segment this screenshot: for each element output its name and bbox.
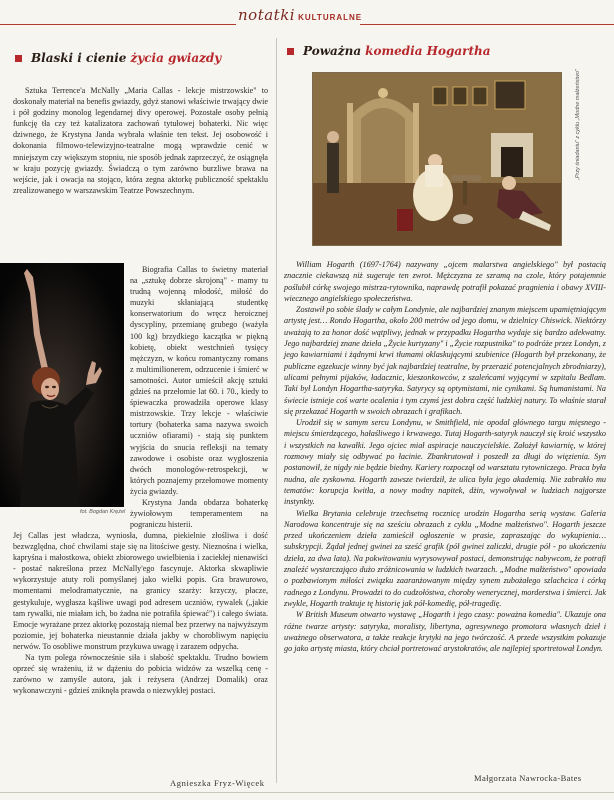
callas-performer-image [0,263,124,507]
headline-bullet-icon [15,55,22,62]
callas-photo-caption: fot. Bogdan Krężel [80,509,126,515]
left-paragraph: Biografia Callas to świetny materiał na „sztukę dobrze skrojoną" - mamy tu trudną wojenną młodość, miłość do muzyki skłaniającą studentkę konserwatorium do wręcz heroicznej dyscypliny, przemianę grubego (ważyła 100 kg) brzydkiego kaczątka w piękną kobietę, obiekt westchnień tysięcy mężczyzn, w końcu romantyczny romans z multimilionerem, odrzucenie i śmierć w samotności. Autor umieścił akcję sztuki gdzieś na przełomie lat 60. i 70., kiedy to śpiewaczka prowadziła operowe klasy mistrzowskie. Trzy lekcje - właściwie tortury (bohaterka sama nazywa swoich uczniów ofiarami) - stają się punktem wyjścia do snucia refleksji na tematy zawodowe i osobiste oraz wygłoszenia dwóch monologów-retrospekcji, w których poznajemy przełomowe momenty życia gwiazdy. [130,265,268,496]
headline-bullet-icon [287,48,294,55]
left-article-author: Agnieszka Fryz-Więcek [170,778,265,788]
left-article-headline [15,51,221,65]
left-article-intro [13,85,268,196]
left-headline-text: Blaski i cienie [31,51,127,65]
left-article-bottom [13,530,268,696]
right-paragraph: Wielka Brytania celebruje trzechsetną rocznicę urodzin Hogartha serią wystaw. Galeria Narodowa koncentruje się na sześciu obrazach z cyklu „Modne małżeństwo". Hogarth jeszcze przed ukończeniem dzieła zamieścił ogłoszenie w prasie, zapraszając do wykupienia… subskrypcji. Żądał jednej gwinei za sześć grafik (pół gwinei zaliczki, drugie pół - po ukończeniu dzieła, za dwa lata). Na pokwitowaniu wyrysowywał postaci, demonstrując nabywcom, że potrafi znaleźć wystarczająco dużo zróżnicowania w ludzkich twarzach. „Modne małżeństwo" opowiada o pozbawionym miłości związku zaaranżowanym między synem zubożałego szlachcica i córką radnego z Londynu. Prowadzi to do cudzołóstwa, choroby wenerycznej, morderstwa i śmierci. Jak zwykle, Hogarth traktuje tę historię jak pół-komedię, pół-tragedię. [284,508,606,608]
page-bottom-rule [0,792,614,793]
right-paragraph: Urodził się w samym sercu Londynu, w Smithfield, nie opodal głównego targu mięsnego - miejscu śmierdzącego, hałaśliwego i krwawego. Tutaj Hogarth-satyryk nauczył się kroić wszystko i wszystkich na kawałki. Jego ojciec miał aspiracje nauczycielskie. Założył kawiarnię, w której rozmowy miały się odbywać po łacinie. Zbankrutował i poszedł za długi do więzienia. Syn postanowił, że nigdy nie będzie biedny. Kariery rozpoczął od warsztatu rytowniczego. Praca była nudna, ale zyskowna. Hogarth zawsze twierdził, że ulica była jego akademią. Nie zabrakło mu tematów: korupcja kwitła, a nowy modny napitek, dżin, wywoływał w ludziach najgorsze instynkty. [284,418,606,507]
right-paragraph: William Hogarth (1697-1764) nazywany „ojcem malarstwa angielskiego" był postacią znacznie ciekawszą niż sugeruje ten zwrot. Mężczyzna ze szramą na czole, który potajemnie poślubił córkę swojego mistrza-rytownika, naprawdę potrafił pokazać pragnienia i obawy XVIII-wiecznego angielskiego społeczeństwa. [284,260,606,303]
left-paragraph: Krystyna Janda obdarza bohaterkę żywiołowym temperamentem na pograniczu histerii. [130,497,268,530]
right-article-body [284,259,606,654]
header-rule-right [360,24,614,25]
section-title-label: KULTURALNE [298,13,363,22]
hogarth-painting-caption: „Przy śniadaniu" z cyklu „Modne małżeństwo" [575,69,581,180]
right-article-author: Małgorzata Nawrocka-Bates [474,773,582,783]
right-paragraph: Zostawił po sobie ślady w całym Londynie, ale najbardziej znanym miejscem upamiętniającym artystę jest… Rondo Hogartha, około 200 metrów od jego domu, w dzielnicy Chiswick. Niektórzy uważają to za honor dość wątpliwy, jednak w przypadku Hogartha wydaje się bardzo adekwatny. Jego najbardziej znane dzieła „Życie kurtyzany" i „Życie rozpustnika" to podróże przez Londyn, z jego kawiarniami i żądnymi krwi tłumami oklaskującymi szubienice (Hogarth był przekonany, że publiczne egzekucje winny być jak najbardziej teatralne, by przerazić potencjalnych zbrodniarzy), ulicami pełnymi pijaków, ładacznic, kieszonkowców, z szaleńcami wyjącymi w szpitalu Bedlam. Taki był Londyn Hogartha-satyryka. Satyrycy są optymistami, nie cynikami. Są humanistami. Na świecie istnieje coś warte ocalenia i tym czymś jest dobra część ludzkiej natury. To właśnie starał się przekazać Hogarth w swoich obrazach i grafikach. [284,305,606,416]
right-headline-accent: komedia Hogartha [365,44,491,58]
left-article-mid [130,264,268,530]
header-rule-left [0,24,236,25]
left-paragraph: Jej Callas jest władcza, wyniosła, dumna, piekielnie złośliwa i dość bezwzględna, choć chwilami staje się na litościwe gesty. Nieznośna i wielka, kapryśna i małostkowa, obiekt zbiorowego uwielbienia i zaciekłej nienawiści - postać nakreślona przez McNally'ego fascynuje. Aktorka skwapliwie wykorzystuje atuty roli pomyślanej jako wielki popis. Gra brawurowo, momentami melodramatycznie, na granicy szarży: krzyczy, płacze, gestykuluje, wygłasza kąśliwe uwagi pod adresem uczniów, rywalek („jakie tam rywalki, nie miałam ich, bo żadna nie potrafiła śpiewać") i całego świata. Emocje wyrażane przez aktorkę pozostają niemal bez przerwy na najwyższym poziomie, jej bohaterka nieustannie działa jakby w chorobliwym napięciu nerwów. To osobliwe monstrum przykuwa uwagę i zarazem odpycha. [13,531,268,651]
right-article-headline [287,44,491,58]
hogarth-breakfast-scene-image [313,73,561,245]
section-title-script: notatki [238,6,296,24]
left-paragraph: Na tym polega równocześnie siła i słabość spektaklu. Trudno bowiem oprzeć się wrażeniu, iż w dążeniu do pobicia widzów za wszelką cenę - zarówno w zamyśle autora, jak i reżysera (Andrzej Domalik) oraz wykonawczyni - gdzieś zniknęła prawda o niezwykłej postaci. [13,653,268,696]
callas-photo [0,263,124,507]
right-paragraph: W British Museum otwarto wystawę „Hogarth i jego czasy: poważna komedia". Ukazuje ona różne twarze artysty: satyryka, moralisty, libertyna, agresywnego promotora własnych dzieł i uważnego obserwatora, a także reakcje krytyki na jego twórczość. A przede wszystkim pokazuje go jako artystę miasta, który chciał portretować arystokratów, ale najlepiej sportretował Londyn. [284,610,606,654]
left-paragraph: Sztuka Terrence'a McNally „Maria Callas - lekcje mistrzowskie" to doskonały materiał na benefis gwiazdy, gdyż stanowi właściwie trwający dwie i pół godziny monolog legendarnej divy operowej. Pozostałe osoby pełnią funkcję tła czy też katalizatora zachowań tytułowej bohaterki. Nic więc dziwnego, że Krystyna Janda wybrała właśnie ten tekst. Jej osobowość i dokonania filmowo-telewizyjno-teatralne mogą wprawdzie cenić w mniejszym czy większym stopniu, nie sposób jednak zaprzeczyć, że osiągnęła w kraju pozycję gwiazdy. Świadczą o tym zarówno burzliwe brawa na wejście, jak i owacja na stojąco, która zegna aktorkę publiczność spektaklu zrealizowanego w warszawskim Teatrze Powszechnym. [13,86,268,195]
left-headline-accent: życia gwiazdy [130,51,222,65]
hogarth-painting [312,72,562,246]
section-header [238,6,362,28]
right-headline-text: Poważna [303,44,362,58]
column-divider [276,38,277,783]
